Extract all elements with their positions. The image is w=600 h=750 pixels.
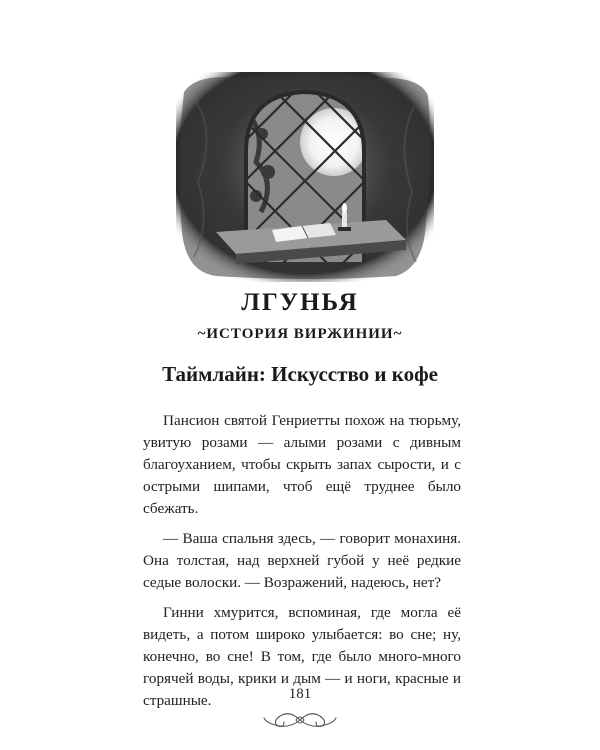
paragraph: — Ваша спальня здесь, — говорит монахиня. Она толстая, над верхней губой у неё редкие седые волоски. — Возражений, надеюсь, нет? [143,530,461,591]
moonlit-window-illustration [176,72,434,282]
chapter-subtitle: ~ИСТОРИЯ ВИРЖИНИИ~ [197,326,403,342]
paragraph: Пансион святой Генриетты похож на тюрьму, увитую розами — алыми розами с дивным благоуханием, чтобы скрыть запах сырости, и с острыми шипами, чтоб ещё труднее было сбежать. [143,412,461,517]
flourish-ornament-icon [262,706,338,734]
chapter-title: ЛГУНЬЯ [241,289,359,316]
paragraph: Гинни хмурится, вспоминая, где могла её видеть, а потом широко улыбается: во сне; ну, конечно, во сне! В том, где было много-много горячей воды, крики и дым — и ноги, красные и страшные. [143,604,461,709]
section-heading: Таймлайн: Искусство и кофе [162,362,438,386]
page-number: 181 [288,686,312,702]
body-text [143,410,461,720]
chapter-illustration [176,72,434,282]
